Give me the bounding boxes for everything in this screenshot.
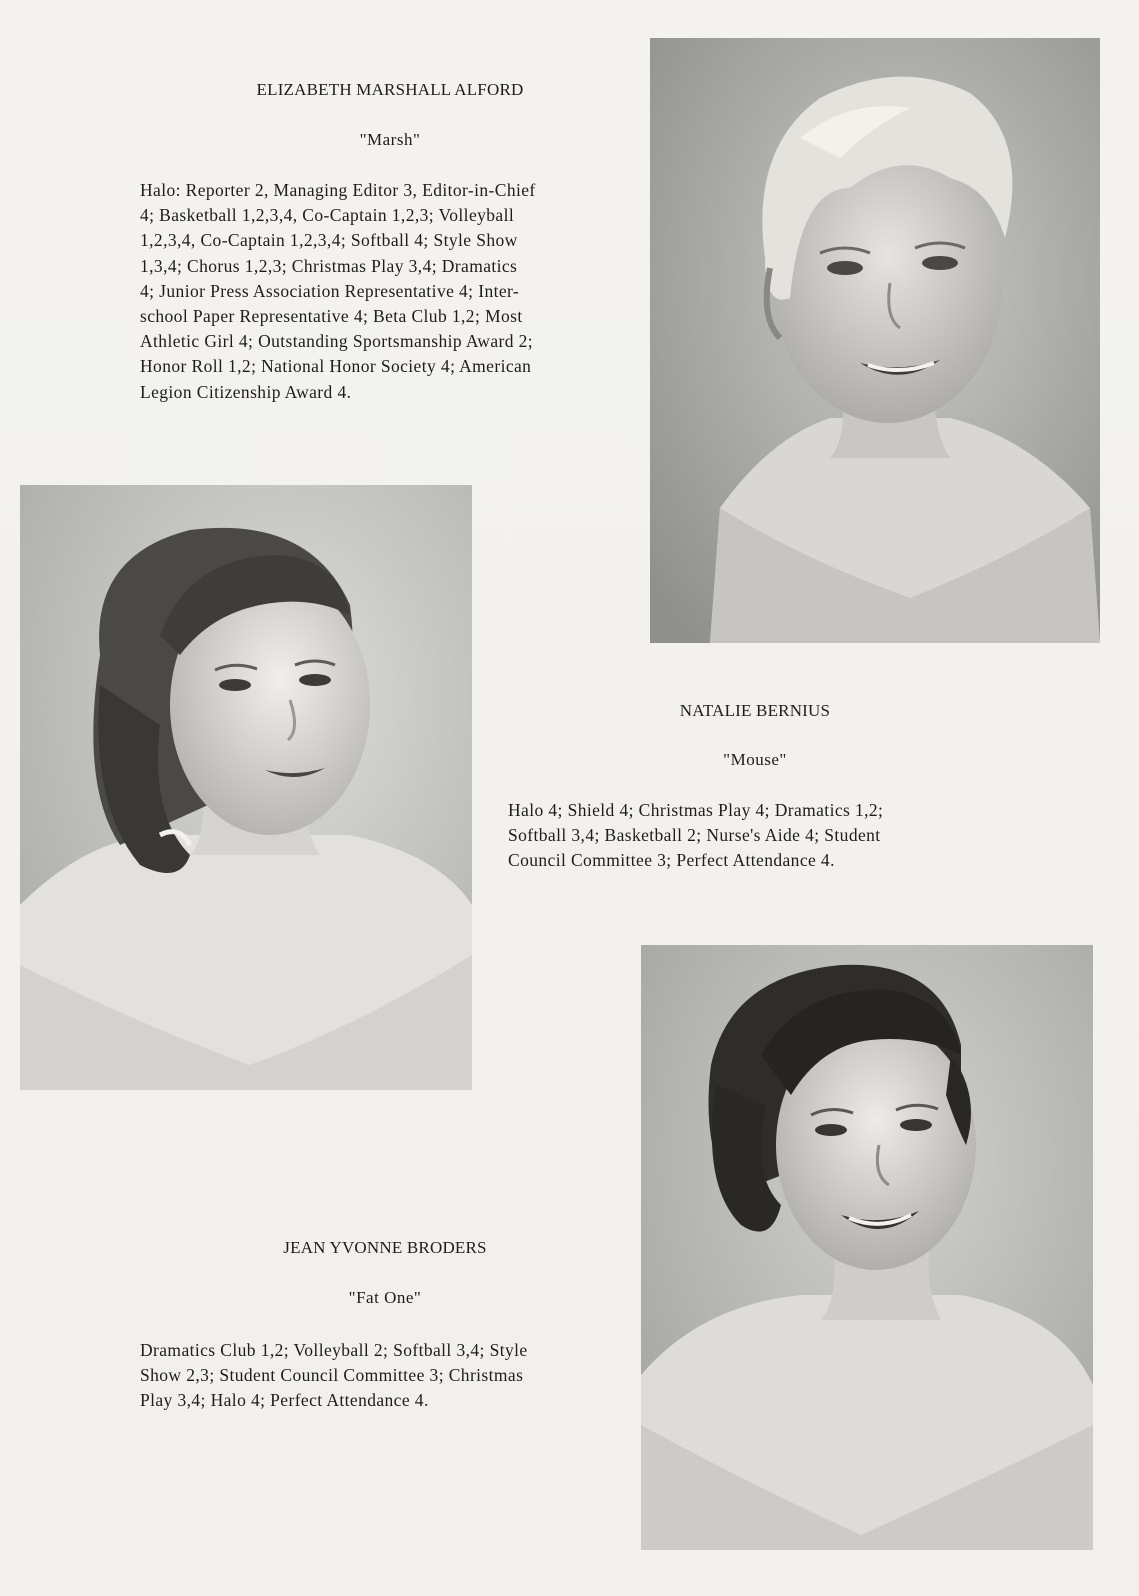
activity-line: Halo 4; Shield 4; Christmas Play 4; Dramatics 1,2; bbox=[508, 800, 884, 820]
student-nickname-alford: "Marsh" bbox=[359, 130, 421, 149]
student-activities-bernius bbox=[508, 798, 978, 874]
student-name-bernius: NATALIE BERNIUS bbox=[679, 701, 831, 720]
activity-line: 1,3,4; Chorus 1,2,3; Christmas Play 3,4; Dramatics bbox=[140, 255, 518, 276]
activity-line: Softball 3,4; Basketball 2; Nurse's Aide 4; Student bbox=[508, 825, 881, 846]
student-nickname-bernius: "Mouse" bbox=[723, 750, 787, 769]
portrait-photo-alford bbox=[650, 38, 1100, 643]
activity-line: 4; Junior Press Association Representative 4; Inter- bbox=[140, 280, 520, 301]
activity-line: Honor Roll 1,2; National Honor Society 4; American bbox=[140, 356, 532, 377]
activity-line: Athletic Girl 4; Outstanding Sportsmanship Award 2; bbox=[140, 331, 534, 352]
student-name-alford: ELIZABETH MARSHALL ALFORD bbox=[256, 80, 524, 99]
activity-line: 1,2,3,4, Co-Captain 1,2,3,4; Softball 4; Style Show bbox=[140, 230, 518, 251]
activity-line: school Paper Representative 4; Beta Club 1,2; Most bbox=[140, 306, 523, 327]
student-activities-alford bbox=[140, 178, 620, 405]
portrait-photo-bernius bbox=[20, 485, 472, 1090]
student-name-broders: JEAN YVONNE BRODERS bbox=[283, 1238, 487, 1257]
portrait-photo-broders bbox=[641, 945, 1093, 1550]
activity-line: Halo: Reporter 2, Managing Editor 3, Editor-in-Chief bbox=[140, 180, 536, 200]
student-activities-broders bbox=[140, 1338, 620, 1414]
activity-line: Council Committee 3; Perfect Attendance 4. bbox=[508, 850, 835, 871]
activity-line: Dramatics Club 1,2; Volleyball 2; Softball 3,4; Style bbox=[140, 1340, 528, 1360]
activity-line: Legion Citizenship Award 4. bbox=[140, 381, 352, 402]
activity-line: Show 2,3; Student Council Committee 3; Christmas bbox=[140, 1365, 524, 1386]
activity-line: Play 3,4; Halo 4; Perfect Attendance 4. bbox=[140, 1390, 429, 1411]
student-nickname-broders: "Fat One" bbox=[348, 1288, 422, 1307]
activity-line: 4; Basketball 1,2,3,4, Co-Captain 1,2,3; Volleyball bbox=[140, 205, 515, 226]
